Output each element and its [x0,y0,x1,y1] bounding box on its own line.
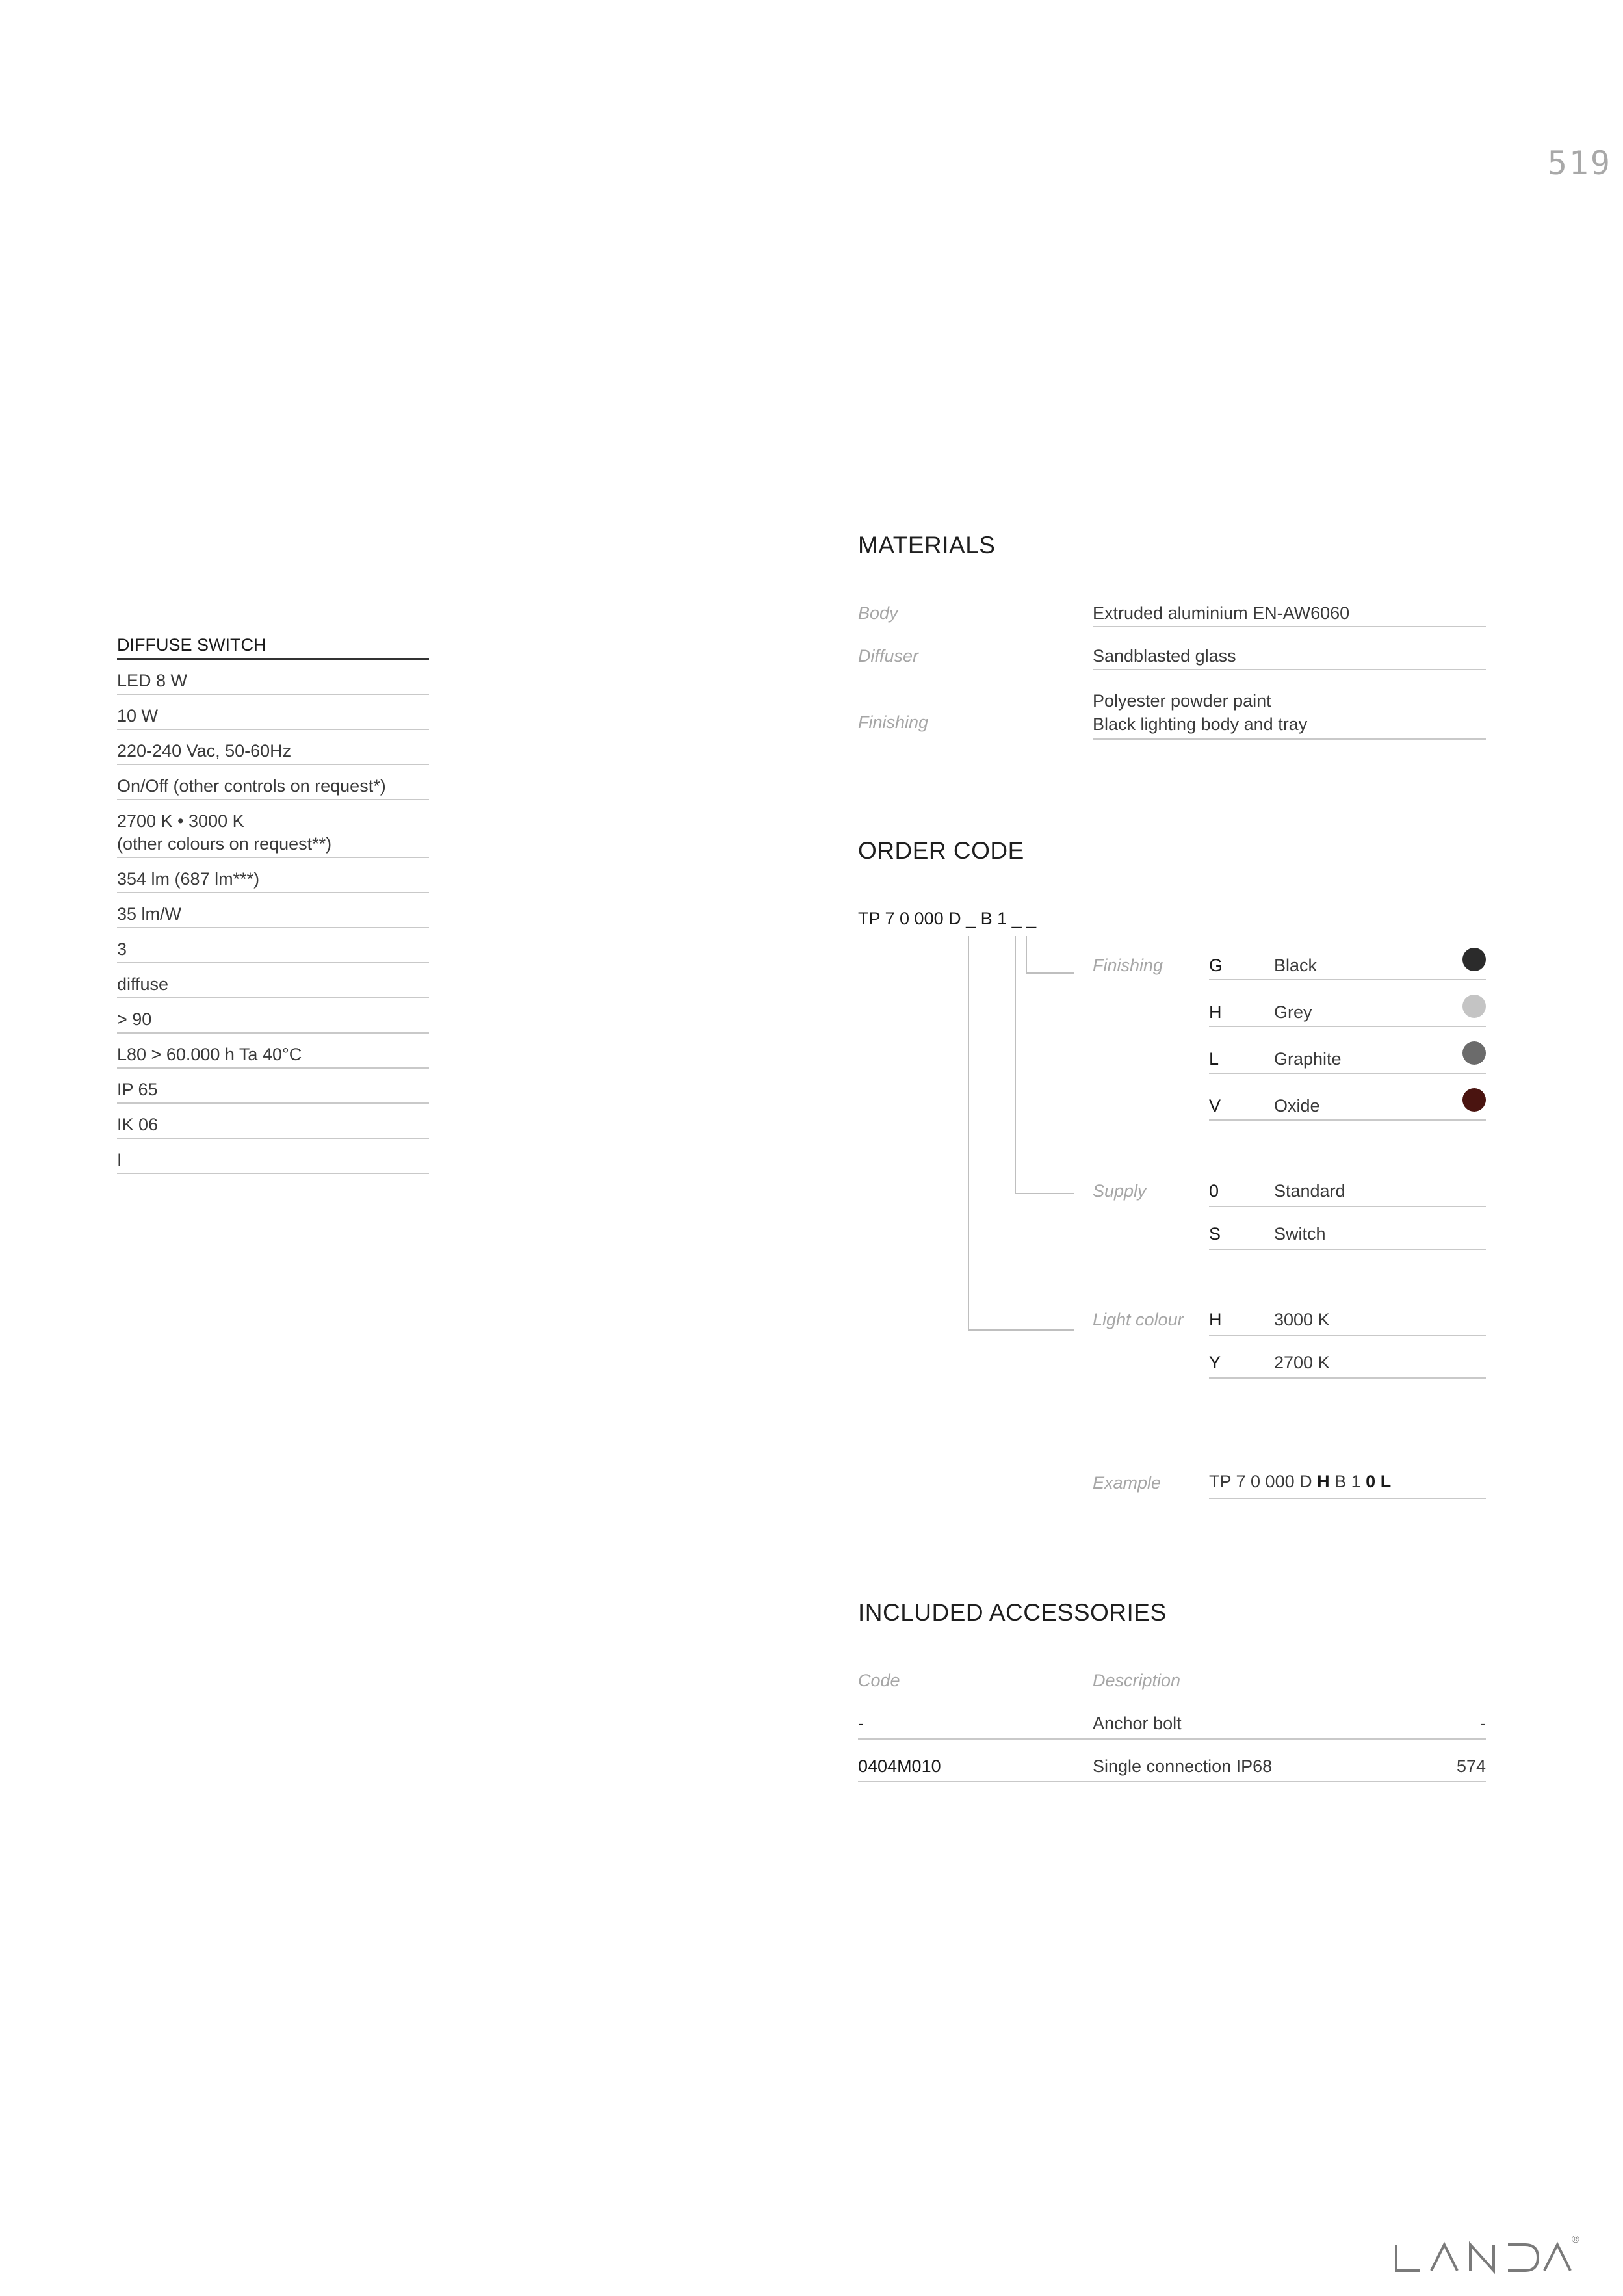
accessory-row [858,1755,1486,1782]
supply-code: 0 [1209,1181,1219,1201]
color-swatch-icon [1462,995,1486,1018]
finishing-label: Finishing [1093,956,1163,975]
spec-row: L80 > 60.000 h Ta 40°C [117,1034,429,1069]
accessories-title: INCLUDED ACCESSORIES [858,1599,1167,1626]
spec-row: I [117,1139,429,1174]
spec-list [117,622,429,1174]
light-colour-code: H [1209,1310,1222,1329]
finishing-code: H [1209,1002,1222,1022]
finishing-name: Graphite [1274,1049,1342,1069]
brand-logo [1391,2234,1579,2278]
spec-row: 3 [117,928,429,963]
finishing-option-row [1209,1095,1486,1121]
finishing-option-row [1209,954,1486,980]
example-middle: B 1 [1329,1472,1366,1491]
finishing-name: Oxide [1274,1096,1320,1115]
example-code [1209,1472,1486,1499]
supply-label: Supply [1093,1181,1147,1201]
materials-label-diffuser: Diffuser [858,646,919,666]
spec-row: 2700 K • 3000 K (other colours on request**) [117,800,429,858]
accessory-description: Single connection IP68 [1093,1756,1273,1776]
materials-value-diffuser: Sandblasted glass [1093,646,1486,670]
finishing-code: L [1209,1049,1219,1069]
accessory-description: Anchor bolt [1093,1714,1182,1733]
example-supply: 0 [1366,1472,1376,1491]
light-colour-code: Y [1209,1353,1221,1372]
accessory-code: 0404M010 [858,1756,941,1776]
example-space [1375,1472,1381,1491]
accessories-col-description: Description [1093,1671,1181,1690]
materials-title: MATERIALS [858,532,996,558]
registered-mark: ® [1572,2234,1579,2245]
accessories-col-code: Code [858,1671,900,1690]
color-swatch-icon [1462,1088,1486,1112]
color-swatch-icon [1462,948,1486,971]
spec-row: On/Off (other controls on request*) [117,765,429,800]
order-code-template: TP 7 0 000 D _ B 1 _ _ [858,909,1037,928]
materials-value-body: Extruded aluminium EN-AW6060 [1093,603,1486,627]
light-colour-name: 2700 K [1274,1353,1330,1372]
materials-label-finishing: Finishing [858,712,929,732]
spec-row: LED 8 W [117,660,429,695]
supply-option-row [1209,1180,1486,1207]
supply-name: Standard [1274,1181,1345,1201]
example-prefix: TP 7 0 000 D [1209,1472,1318,1491]
finishing-code: V [1209,1096,1221,1115]
light-colour-option-row [1209,1309,1486,1336]
light-colour-label: Light colour [1093,1310,1184,1329]
supply-code: S [1209,1224,1221,1244]
spec-list-header: DIFFUSE SWITCH [117,622,429,660]
example-light: H [1317,1472,1330,1491]
spec-row: 220-240 Vac, 50-60Hz [117,730,429,765]
spec-row: 354 lm (687 lm***) [117,858,429,893]
finishing-option-row [1209,1001,1486,1027]
accessory-page: 574 [1456,1756,1486,1776]
color-swatch-icon [1462,1041,1486,1065]
finishing-option-row [1209,1048,1486,1074]
light-colour-name: 3000 K [1274,1310,1330,1329]
landa-logo-icon [1391,2239,1579,2278]
example-label: Example [1093,1473,1162,1493]
spec-row: IK 06 [117,1104,429,1139]
spec-row: 35 lm/W [117,893,429,928]
accessory-page: - [1480,1714,1486,1733]
spec-row: diffuse [117,963,429,998]
connector-light-colour [968,936,1074,1331]
example-finish: L [1380,1472,1392,1491]
finishing-name: Black [1274,956,1318,975]
finishing-code: G [1209,956,1223,975]
light-colour-option-row [1209,1351,1486,1379]
supply-option-row [1209,1223,1486,1250]
page-number: 519 [1547,144,1612,182]
accessory-row [858,1712,1486,1740]
spec-row: 10 W [117,695,429,730]
materials-value-finishing: Polyester powder paint Black lighting body and tray [1093,689,1486,740]
spec-row: > 90 [117,998,429,1034]
spec-row: IP 65 [117,1069,429,1104]
supply-name: Switch [1274,1224,1326,1244]
order-code-title: ORDER CODE [858,837,1024,864]
materials-label-body: Body [858,603,898,623]
finishing-name: Grey [1274,1002,1312,1022]
accessory-code: - [858,1714,864,1733]
